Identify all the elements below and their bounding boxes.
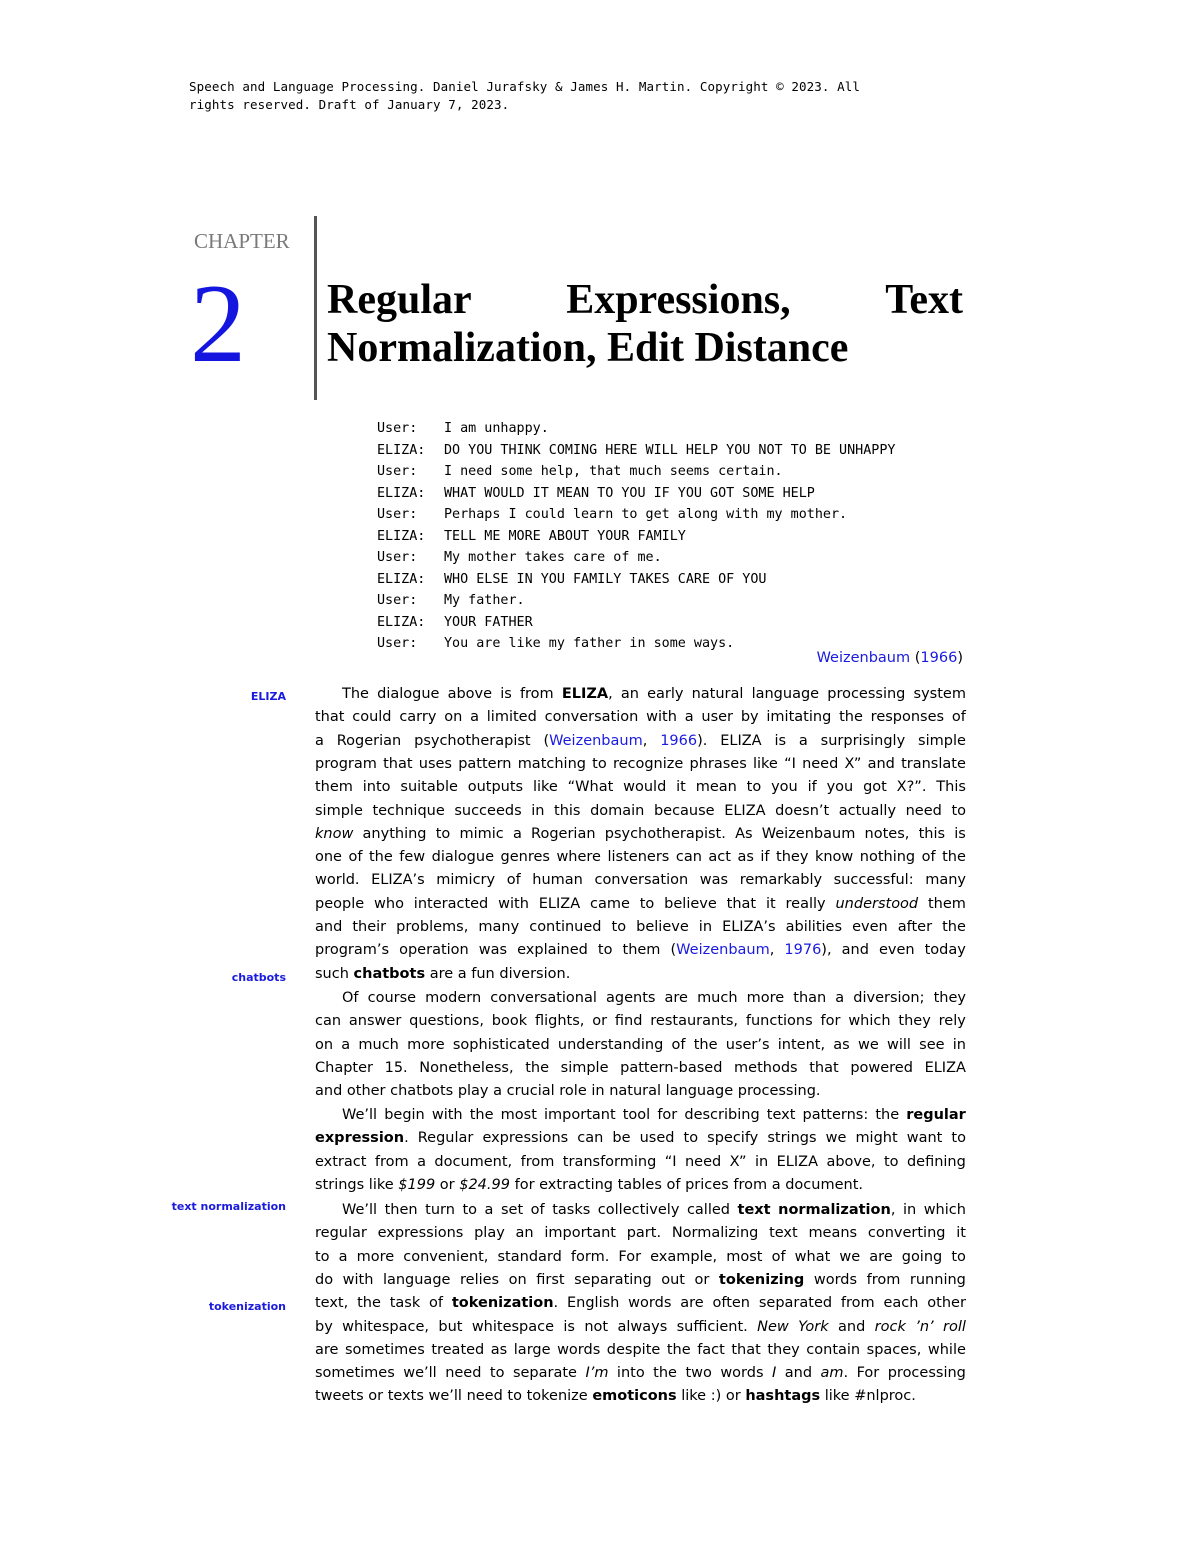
title-word: Expressions, (566, 277, 791, 323)
dialogue-line (377, 569, 895, 591)
margin-note-text-normalization: text normalization (171, 1200, 286, 1213)
dialogue-text: I need some help, that much seems certain. (444, 464, 783, 479)
dialogue-text: I am unhappy. (444, 421, 549, 436)
chapter-title-line-1 (327, 276, 963, 324)
citation-year-link[interactable]: 1966 (920, 650, 958, 666)
dialogue-text: WHAT WOULD IT MEAN TO YOU IF YOU GOT SOME HELP (444, 485, 815, 501)
paragraph-line: a Rogerian psychotherapist (Weizenbaum, 1966). ELIZA is a surprisingly simple (315, 732, 966, 749)
dialogue-line (377, 590, 895, 612)
paragraph-line: one of the few dialogue genres where listeners can act as if they know nothing of the (315, 849, 966, 866)
paragraph-line: program that uses pattern matching to recognize phrases like “I need X” and translate (315, 755, 966, 772)
dialogue-line (377, 418, 895, 440)
paragraph-line: can answer questions, book flights, or find restaurants, functions for which they rely (315, 1013, 966, 1030)
paragraph-line: that could carry on a limited conversation with a user by imitating the responses of (315, 709, 966, 726)
dialogue-speaker: ELIZA: (377, 571, 426, 587)
paragraph-line: strings like $199 or $24.99 for extracting tables of prices from a document. (315, 1176, 863, 1193)
dialogue-speaker: ELIZA: (377, 528, 426, 544)
paragraph-line: are sometimes treated as large words despite the fact that they contain spaces, while (315, 1341, 966, 1358)
title-word: Text (885, 277, 963, 323)
dialogue-attribution: Weizenbaum (1966) (816, 650, 963, 666)
dialogue-line (377, 440, 895, 462)
margin-note-eliza: ELIZA (250, 690, 286, 703)
dialogue-line (377, 612, 895, 634)
dialogue-line (377, 483, 895, 505)
chapter-number: 2 (190, 262, 246, 386)
dialogue-line (377, 461, 895, 483)
chapter-label: CHAPTER (194, 229, 290, 253)
paragraph-line: know anything to mimic a Rogerian psychotherapist. As Weizenbaum notes, this is (315, 825, 966, 842)
paragraph-line: text, the task of tokenization. English words are often separated from each other (315, 1295, 966, 1312)
dialogue-text: My father. (444, 593, 525, 608)
paragraph-line: and other chatbots play a crucial role in natural language processing. (315, 1083, 821, 1100)
title-word: Regular (327, 277, 472, 323)
paragraph-line: to a more convenient, standard form. For example, most of what we are going to (315, 1248, 966, 1265)
paragraph-line: The dialogue above is from ELIZA, an early natural language processing system (342, 686, 966, 702)
dialogue-speaker: User: (377, 593, 418, 608)
paragraph-line: We’ll then turn to a set of tasks collectively called text normalization, in which (342, 1202, 966, 1218)
citation-link[interactable]: Weizenbaum (816, 650, 911, 666)
dialogue-line (377, 504, 895, 526)
chapter-divider (314, 216, 317, 400)
margin-note-chatbots: chatbots (231, 971, 286, 984)
dialogue-line (377, 526, 895, 548)
paragraph-line: and their problems, many continued to believe in ELIZA’s abilities even after the (315, 919, 966, 935)
dialogue-text: You are like my father in some ways. (444, 636, 735, 651)
paragraph-line: expression. Regular expressions can be used to specify strings we might want to (315, 1130, 966, 1147)
paragraph-line: by whitespace, but whitespace is not always sufficient. New York and rock ’n’ roll (315, 1318, 966, 1335)
dialogue-speaker: ELIZA: (377, 442, 426, 458)
dialogue-speaker: User: (377, 550, 418, 565)
paragraph-line: We’ll begin with the most important tool for describing text patterns: the regular (342, 1107, 966, 1123)
paragraph-line: on a much more sophisticated understanding of the user’s intent, as we will see in (315, 1036, 966, 1053)
paragraph-line: Chapter 15. Nonetheless, the simple pattern-based methods that powered ELIZA (315, 1059, 966, 1076)
chapter-title-line-2: Normalization, Edit Distance (327, 325, 849, 371)
dialogue-speaker: User: (377, 464, 418, 479)
dialogue-speaker: ELIZA: (377, 614, 426, 630)
dialogue-text: YOUR FATHER (444, 614, 533, 630)
paragraph-line: extract from a document, from transforming “I need X” in ELIZA above, to defining (315, 1153, 966, 1170)
paragraph-line: simple technique succeeds in this domain because ELIZA doesn’t actually need to (315, 802, 966, 819)
paragraph-line: world. ELIZA’s mimicry of human conversation was remarkably successful: many (315, 872, 966, 889)
dialogue-text: DO YOU THINK COMING HERE WILL HELP YOU NOT TO BE UNHAPPY (444, 442, 896, 458)
dialogue-text: Perhaps I could learn to get along with my mother. (444, 507, 848, 522)
dialogue-text: TELL ME MORE ABOUT YOUR FAMILY (444, 528, 686, 544)
copyright-header-line-2: rights reserved. Draft of January 7, 2023. (189, 97, 510, 112)
paragraph-line: such chatbots are a fun diversion. (315, 965, 571, 982)
dialogue-speaker: ELIZA: (377, 485, 426, 501)
dialogue-text: WHO ELSE IN YOU FAMILY TAKES CARE OF YOU (444, 571, 767, 587)
margin-note-tokenization: tokenization (208, 1300, 286, 1313)
chapter-title (327, 276, 963, 372)
dialogue-text: My mother takes care of me. (444, 550, 662, 565)
paragraph-line: sometimes we’ll need to separate I’m into the two words I and am. For processing (315, 1365, 966, 1382)
dialogue-speaker: User: (377, 636, 418, 651)
dialogue-speaker: User: (377, 507, 418, 522)
paragraph-line: do with language relies on first separating out or tokenizing words from running (315, 1271, 966, 1288)
dialogue-line (377, 547, 895, 569)
paragraph-line: program’s operation was explained to them (Weizenbaum, 1976), and even today (315, 942, 966, 959)
paragraph-line: people who interacted with ELIZA came to believe that it really understood them (315, 895, 966, 912)
paragraph-line: Of course modern conversational agents are much more than a diversion; they (342, 990, 966, 1006)
eliza-dialogue (377, 418, 895, 655)
paragraph-line: them into suitable outputs like “What would it mean to you if you got X?”. This (315, 779, 966, 796)
paragraph-line: regular expressions play an important part. Normalizing text means converting it (315, 1225, 966, 1242)
paragraph-line: tweets or texts we’ll need to tokenize emoticons like :) or hashtags like #nlproc. (315, 1388, 916, 1405)
copyright-header-line-1: Speech and Language Processing. Daniel Jurafsky & James H. Martin. Copyright © 2023. All (189, 79, 861, 94)
dialogue-speaker: User: (377, 421, 418, 436)
